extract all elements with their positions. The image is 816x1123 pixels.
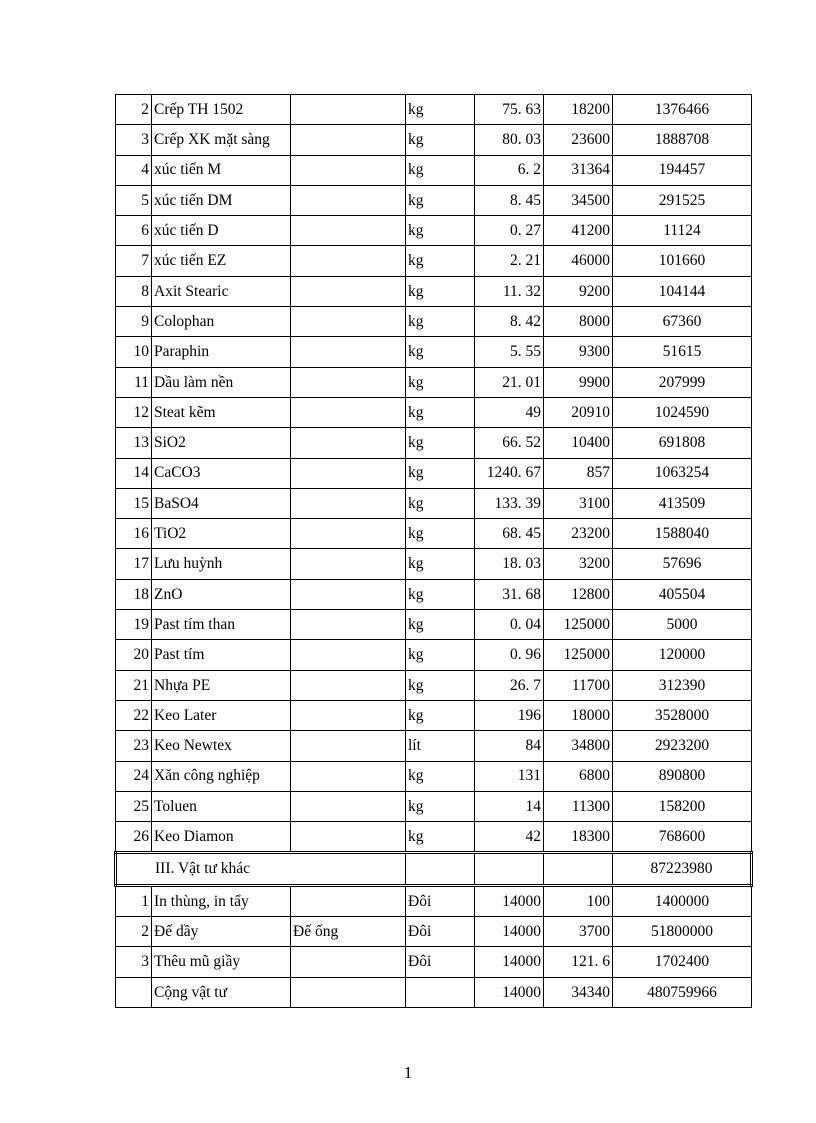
section-quantity [475, 853, 544, 885]
item-name: Keo Later [152, 700, 291, 730]
item-amount: 312390 [613, 670, 752, 700]
item-note: Đế ống [291, 917, 406, 947]
total-quantity: 14000 [475, 977, 544, 1007]
item-unit: kg [406, 185, 475, 215]
row-number: 16 [116, 519, 152, 549]
item-note [291, 155, 406, 185]
item-name: Thêu mũ giầy [152, 947, 291, 977]
table-row [116, 155, 752, 185]
item-note [291, 610, 406, 640]
table-row [116, 549, 752, 579]
item-quantity: 0. 27 [475, 216, 544, 246]
item-quantity: 66. 52 [475, 428, 544, 458]
item-unit: kg [406, 307, 475, 337]
item-name: xúc tiến EZ [152, 246, 291, 276]
materials-table [114, 94, 753, 1008]
table-row [116, 519, 752, 549]
item-amount: 51800000 [613, 917, 752, 947]
total-unit [406, 977, 475, 1007]
item-quantity: 42 [475, 822, 544, 853]
item-note [291, 216, 406, 246]
item-quantity: 14000 [475, 947, 544, 977]
item-unit: kg [406, 822, 475, 853]
item-amount: 57696 [613, 549, 752, 579]
row-number: 11 [116, 367, 152, 397]
table-row [116, 246, 752, 276]
item-price: 11700 [544, 670, 613, 700]
table-row [116, 397, 752, 427]
item-unit: kg [406, 519, 475, 549]
row-number: 18 [116, 579, 152, 609]
materials-table-body [116, 95, 752, 1008]
item-amount: 1024590 [613, 397, 752, 427]
item-quantity: 8. 42 [475, 307, 544, 337]
item-price: 11300 [544, 791, 613, 821]
table-row [116, 885, 752, 916]
item-note [291, 276, 406, 306]
table-row [116, 458, 752, 488]
item-note [291, 185, 406, 215]
item-amount: 5000 [613, 610, 752, 640]
item-note [291, 791, 406, 821]
item-amount: 101660 [613, 246, 752, 276]
row-number: 9 [116, 307, 152, 337]
item-name: Crếp TH 1502 [152, 95, 291, 125]
item-price: 100 [544, 885, 613, 916]
item-name: Keo Newtex [152, 731, 291, 761]
total-row [116, 977, 752, 1007]
row-number: 3 [116, 947, 152, 977]
item-amount: 194457 [613, 155, 752, 185]
item-unit: kg [406, 549, 475, 579]
row-number: 6 [116, 216, 152, 246]
row-number: 20 [116, 640, 152, 670]
item-note [291, 700, 406, 730]
item-amount: 207999 [613, 367, 752, 397]
item-name: Paraphin [152, 337, 291, 367]
item-note [291, 579, 406, 609]
item-amount: 890800 [613, 761, 752, 791]
row-number: 2 [116, 917, 152, 947]
section-amount: 87223980 [613, 853, 752, 885]
table-row [116, 276, 752, 306]
table-row [116, 791, 752, 821]
item-note [291, 885, 406, 916]
item-unit: kg [406, 458, 475, 488]
page-number: 1 [403, 1063, 413, 1082]
item-amount: 120000 [613, 640, 752, 670]
item-note [291, 95, 406, 125]
row-number: 22 [116, 700, 152, 730]
item-quantity: 0. 96 [475, 640, 544, 670]
item-amount: 104144 [613, 276, 752, 306]
table-row [116, 125, 752, 155]
table-row [116, 947, 752, 977]
row-number: 26 [116, 822, 152, 853]
item-name: TiO2 [152, 519, 291, 549]
item-price: 12800 [544, 579, 613, 609]
item-quantity: 18. 03 [475, 549, 544, 579]
item-name: CaCO3 [152, 458, 291, 488]
item-unit: kg [406, 761, 475, 791]
row-number: 25 [116, 791, 152, 821]
item-quantity: 84 [475, 731, 544, 761]
row-number: 5 [116, 185, 152, 215]
item-note [291, 367, 406, 397]
item-price: 18000 [544, 700, 613, 730]
item-name: xúc tiến M [152, 155, 291, 185]
item-quantity: 49 [475, 397, 544, 427]
item-unit: Đôi [406, 917, 475, 947]
row-number: 10 [116, 337, 152, 367]
item-price: 3700 [544, 917, 613, 947]
item-quantity: 14000 [475, 885, 544, 916]
item-unit: kg [406, 246, 475, 276]
section-unit [406, 853, 475, 885]
item-amount: 3528000 [613, 700, 752, 730]
row-number: 21 [116, 670, 152, 700]
item-note [291, 549, 406, 579]
item-name: Axit Stearic [152, 276, 291, 306]
item-unit: kg [406, 216, 475, 246]
total-amount: 480759966 [613, 977, 752, 1007]
table-row [116, 579, 752, 609]
item-price: 20910 [544, 397, 613, 427]
item-name: Crếp XK mặt sàng [152, 125, 291, 155]
section-title: III. Vật tư khác [116, 853, 406, 885]
item-amount: 158200 [613, 791, 752, 821]
item-name: Steat kẽm [152, 397, 291, 427]
row-number: 14 [116, 458, 152, 488]
item-quantity: 21. 01 [475, 367, 544, 397]
item-price: 857 [544, 458, 613, 488]
item-unit: kg [406, 488, 475, 518]
item-amount: 1888708 [613, 125, 752, 155]
item-unit: kg [406, 397, 475, 427]
table-row [116, 428, 752, 458]
row-number: 2 [116, 95, 152, 125]
row-number: 8 [116, 276, 152, 306]
item-price: 41200 [544, 216, 613, 246]
item-unit: kg [406, 276, 475, 306]
item-unit: kg [406, 700, 475, 730]
table-row [116, 216, 752, 246]
row-number: 24 [116, 761, 152, 791]
item-quantity: 68. 45 [475, 519, 544, 549]
item-name: Xăn công nghiệp [152, 761, 291, 791]
item-amount: 1376466 [613, 95, 752, 125]
item-price: 31364 [544, 155, 613, 185]
item-quantity: 31. 68 [475, 579, 544, 609]
item-name: ZnO [152, 579, 291, 609]
item-price: 23600 [544, 125, 613, 155]
table-row [116, 670, 752, 700]
item-unit: kg [406, 579, 475, 609]
item-name: Past tím [152, 640, 291, 670]
item-price: 34500 [544, 185, 613, 215]
table-row [116, 917, 752, 947]
item-note [291, 125, 406, 155]
item-price: 6800 [544, 761, 613, 791]
item-quantity: 196 [475, 700, 544, 730]
table-row [116, 337, 752, 367]
item-name: Nhựa PE [152, 670, 291, 700]
item-price: 46000 [544, 246, 613, 276]
item-note [291, 519, 406, 549]
item-name: xúc tiến DM [152, 185, 291, 215]
row-number: 13 [116, 428, 152, 458]
row-number: 4 [116, 155, 152, 185]
row-number: 1 [116, 885, 152, 916]
item-note [291, 670, 406, 700]
item-quantity: 6. 2 [475, 155, 544, 185]
item-unit: kg [406, 610, 475, 640]
item-note [291, 488, 406, 518]
item-quantity: 131 [475, 761, 544, 791]
item-unit: kg [406, 670, 475, 700]
row-number: 7 [116, 246, 152, 276]
item-note [291, 822, 406, 853]
item-quantity: 1240. 67 [475, 458, 544, 488]
table-row [116, 367, 752, 397]
item-quantity: 14000 [475, 917, 544, 947]
item-note [291, 761, 406, 791]
total-note [291, 977, 406, 1007]
row-number: 19 [116, 610, 152, 640]
item-name: BaSO4 [152, 488, 291, 518]
item-unit: kg [406, 791, 475, 821]
item-amount: 1702400 [613, 947, 752, 977]
item-amount: 405504 [613, 579, 752, 609]
total-number [116, 977, 152, 1007]
table-row [116, 307, 752, 337]
item-unit: lít [406, 731, 475, 761]
item-note [291, 640, 406, 670]
item-unit: kg [406, 125, 475, 155]
item-quantity: 11. 32 [475, 276, 544, 306]
item-amount: 11124 [613, 216, 752, 246]
table-row [116, 761, 752, 791]
item-note [291, 337, 406, 367]
item-quantity: 2. 21 [475, 246, 544, 276]
item-unit: kg [406, 367, 475, 397]
row-number: 15 [116, 488, 152, 518]
item-price: 9300 [544, 337, 613, 367]
section-price [544, 853, 613, 885]
item-unit: kg [406, 640, 475, 670]
item-name: Dầu làm nền [152, 367, 291, 397]
item-note [291, 947, 406, 977]
item-name: SiO2 [152, 428, 291, 458]
item-note [291, 731, 406, 761]
item-price: 34800 [544, 731, 613, 761]
item-price: 23200 [544, 519, 613, 549]
item-amount: 691808 [613, 428, 752, 458]
item-quantity: 80. 03 [475, 125, 544, 155]
item-price: 10400 [544, 428, 613, 458]
item-price: 8000 [544, 307, 613, 337]
item-quantity: 8. 45 [475, 185, 544, 215]
item-price: 121. 6 [544, 947, 613, 977]
item-price: 3100 [544, 488, 613, 518]
item-price: 18200 [544, 95, 613, 125]
item-name: In thùng, in tẩy [152, 885, 291, 916]
item-quantity: 26. 7 [475, 670, 544, 700]
item-amount: 1063254 [613, 458, 752, 488]
item-amount: 1400000 [613, 885, 752, 916]
item-price: 3200 [544, 549, 613, 579]
item-unit: Đôi [406, 947, 475, 977]
row-number: 17 [116, 549, 152, 579]
item-name: Past tím than [152, 610, 291, 640]
item-note [291, 428, 406, 458]
item-name: Đế dầy [152, 917, 291, 947]
item-price: 125000 [544, 610, 613, 640]
item-name: Toluen [152, 791, 291, 821]
item-note [291, 307, 406, 337]
table-row [116, 700, 752, 730]
item-quantity: 0. 04 [475, 610, 544, 640]
table-row [116, 822, 752, 853]
item-amount: 1588040 [613, 519, 752, 549]
item-amount: 2923200 [613, 731, 752, 761]
item-name: Colophan [152, 307, 291, 337]
table-row [116, 95, 752, 125]
item-amount: 291525 [613, 185, 752, 215]
item-note [291, 458, 406, 488]
table-row [116, 640, 752, 670]
row-number: 3 [116, 125, 152, 155]
row-number: 23 [116, 731, 152, 761]
table-row [116, 488, 752, 518]
item-amount: 768600 [613, 822, 752, 853]
item-name: Lưu huỳnh [152, 549, 291, 579]
item-note [291, 397, 406, 427]
item-unit: kg [406, 155, 475, 185]
item-price: 125000 [544, 640, 613, 670]
total-price: 34340 [544, 977, 613, 1007]
item-name: xúc tiến D [152, 216, 291, 246]
item-price: 9200 [544, 276, 613, 306]
row-number: 12 [116, 397, 152, 427]
table-row [116, 610, 752, 640]
item-quantity: 75. 63 [475, 95, 544, 125]
total-label: Cộng vật tư [152, 977, 291, 1007]
table-row [116, 185, 752, 215]
item-quantity: 5. 55 [475, 337, 544, 367]
item-name: Keo Diamon [152, 822, 291, 853]
section-row [116, 853, 752, 885]
item-quantity: 14 [475, 791, 544, 821]
item-unit: Đôi [406, 885, 475, 916]
item-unit: kg [406, 95, 475, 125]
table-row [116, 731, 752, 761]
item-price: 9900 [544, 367, 613, 397]
item-quantity: 133. 39 [475, 488, 544, 518]
item-note [291, 246, 406, 276]
item-amount: 413509 [613, 488, 752, 518]
item-unit: kg [406, 428, 475, 458]
item-price: 18300 [544, 822, 613, 853]
item-amount: 67360 [613, 307, 752, 337]
item-amount: 51615 [613, 337, 752, 367]
item-unit: kg [406, 337, 475, 367]
